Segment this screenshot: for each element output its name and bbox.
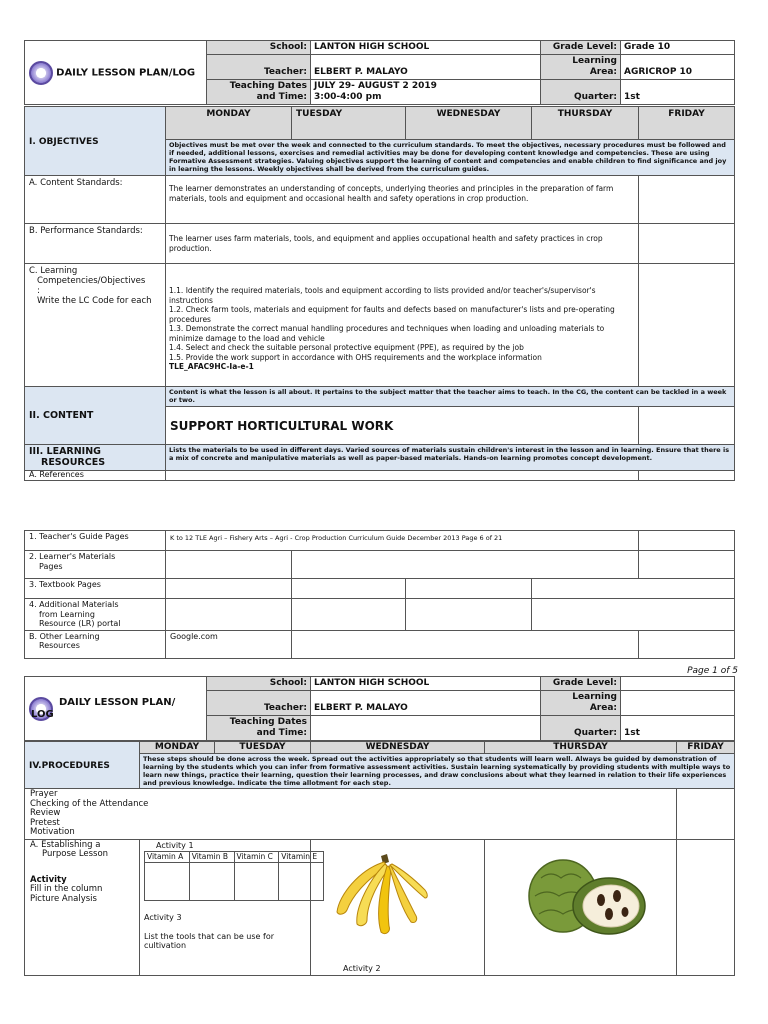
routine-item: Pretest <box>30 817 60 828</box>
content-standards-label: A. Content Standards: <box>25 176 166 224</box>
routine-item: Motivation <box>30 827 75 837</box>
lc-code: TLE_AFAC9HC-Ia-e-1 <box>169 362 254 371</box>
textbook-cell <box>292 579 406 599</box>
performance-standards-text: The learner uses farm materials, tools, and equipment and applies occupational health and safety practices in crop production. <box>166 224 639 264</box>
teachers-guide-label: 1. Teacher's Guide Pages <box>25 531 166 551</box>
teacher-label: Teacher: <box>207 691 311 716</box>
activity2-label: Activity 2 <box>343 963 381 973</box>
procedures-heading: IV.PROCEDURES <box>25 742 140 789</box>
routine-item: Review <box>30 808 61 818</box>
day-thursday: THURSDAY <box>532 107 639 140</box>
friday-cell <box>677 789 735 840</box>
friday-cell <box>639 551 735 579</box>
learners-materials-cell <box>166 551 292 579</box>
content-heading: II. CONTENT <box>25 387 166 445</box>
friday-cell <box>677 839 735 975</box>
learners-materials-label: 2. Learner's Materials Pages <box>25 551 166 579</box>
friday-cell <box>639 531 735 551</box>
page2-header-table <box>24 676 735 741</box>
content-note: Content is what the lesson is all about. It pertains to the subject matter that the teacher aims to teach. In the CG, the content can be tackled in a week or two. <box>166 387 735 407</box>
competency-item: 1.1. Identify the required materials, tools and equipment according to lists provided and/or teacher's/supervisor's instructions <box>169 286 596 305</box>
teacher-value: ELBERT P. MALAYO <box>311 55 541 80</box>
objectives-note: Objectives must be met over the week and connected to the curriculum standards. To meet the objectives, necessary procedures must be followed and if needed, additional lessons, exercises and remedial activities may be done for developing content knowledge and competencies. These are using Formative Assessment strategies. Valuing objectives support the learning of content and competencies and enable children to find significance and joy in learning the lessons. Weekly objectives shall be derived from the curriculum guides. <box>166 140 735 176</box>
day-wednesday: WEDNESDAY <box>406 107 532 140</box>
friday-cell <box>639 224 735 264</box>
day-friday: FRIDAY <box>639 107 735 140</box>
friday-cell <box>639 471 735 481</box>
page-number: Page 1 of 5 <box>687 666 738 676</box>
teaching-dates-label: Teaching Dates and Time: <box>207 80 311 105</box>
routine-item: Prayer <box>30 789 58 799</box>
routine-cell <box>25 789 677 840</box>
references-label: A. References <box>25 471 166 481</box>
banana-bunch-image <box>329 850 429 942</box>
textbook-cell <box>532 579 735 599</box>
competency-item: 1.3. Demonstrate the correct manual handling procedures and techniques when loading and unloading materials to minimize damage to the load and vehicle <box>169 324 605 343</box>
learning-area-value <box>621 691 735 716</box>
activity-cell <box>140 839 318 975</box>
references-cell <box>166 471 639 481</box>
day-tuesday: TUESDAY <box>292 107 406 140</box>
other-resources-label: B. Other Learning Resources <box>25 630 166 658</box>
teaching-dates-value: JULY 29- AUGUST 2 2019 3:00-4:00 pm <box>311 80 541 105</box>
learning-competencies-text <box>166 264 639 387</box>
additional-cell <box>166 599 292 631</box>
competency-item: 1.5. Provide the work support in accordance with OHS requirements and the workplace information <box>169 352 542 362</box>
activity3-label: Activity 3 <box>144 913 182 922</box>
learning-area-label: Learning Area: <box>541 55 621 80</box>
quarter-value: 1st <box>621 80 735 105</box>
form-title: DAILY LESSON PLAN/LOG <box>56 67 196 78</box>
day-tuesday: TUESDAY <box>215 742 311 754</box>
textbook-cell <box>166 579 292 599</box>
grade-level-label: Grade Level: <box>541 677 621 691</box>
custard-apple-image <box>521 850 651 940</box>
banana-image-cell <box>311 839 485 975</box>
activity1-label: Activity 1 <box>156 840 194 850</box>
content-topic: SUPPORT HORTICULTURAL WORK <box>166 407 639 445</box>
competency-item: 1.4. Select and check the suitable personal protective equipment (PPE), as required by the job <box>169 343 524 352</box>
grade-level-value <box>621 677 735 691</box>
grade-level-value: Grade 10 <box>621 41 735 55</box>
additional-materials-label: 4. Additional Materials from Learning Resource (LR) portal <box>25 599 166 631</box>
friday-cell <box>639 264 735 387</box>
logo-cell <box>25 41 207 105</box>
content-standards-text: The learner demonstrates an understanding of concepts, underlying theories and principles in the preparation of farm materials, tools and equipment and occasional health and safety operations in crop production. <box>166 176 639 224</box>
performance-standards-label: B. Performance Standards: <box>25 224 166 264</box>
vitamin-cell <box>234 863 279 901</box>
teacher-value: ELBERT P. MALAYO <box>311 691 541 716</box>
teachers-guide-value: K to 12 TLE Agri – Fishery Arts – Agri - Crop Production Curriculum Guide December 2013 Page 6 of 21 <box>166 531 639 551</box>
school-value: LANTON HIGH SCHOOL <box>311 41 541 55</box>
logo-cell <box>25 677 207 741</box>
teaching-dates-value <box>311 716 541 741</box>
other-resources-value: Google.com <box>166 630 292 658</box>
textbook-label: 3. Textbook Pages <box>25 579 166 599</box>
textbook-cell <box>406 579 532 599</box>
friday-cell <box>639 630 735 658</box>
vitamin-cell <box>145 863 190 901</box>
vitamin-e-header: Vitamin E <box>279 851 324 863</box>
day-thursday: THURSDAY <box>485 742 677 754</box>
school-label: School: <box>207 41 311 55</box>
quarter-label: Quarter: <box>541 80 621 105</box>
objectives-heading: I. OBJECTIVES <box>25 107 166 176</box>
form-title: DAILY LESSON PLAN/ LOG <box>31 696 176 720</box>
quarter-value: 1st <box>621 716 735 741</box>
friday-cell <box>639 176 735 224</box>
friday-cell <box>639 407 735 445</box>
resources-table <box>24 530 735 659</box>
teacher-label: Teacher: <box>207 55 311 80</box>
deped-seal-icon <box>29 61 53 85</box>
learning-resources-heading: III. LEARNING RESOURCES <box>25 445 166 471</box>
day-wednesday: WEDNESDAY <box>311 742 485 754</box>
school-label: School: <box>207 677 311 691</box>
day-monday: MONDAY <box>140 742 215 754</box>
vitamin-b-header: Vitamin B <box>189 851 234 863</box>
competency-item: 1.2. Check farm tools, materials and equipment for faults and defects based on manufacturer's lists and pre-operating procedures <box>169 305 615 324</box>
purpose-label: A. Establishing a Purpose Lesson Activity Fill in the column Picture Analysis <box>25 839 140 975</box>
quarter-label: Quarter: <box>541 716 621 741</box>
procedures-table <box>24 741 735 976</box>
learning-resources-note: Lists the materials to be used in different days. Varied sources of materials sustain children's interest in the lesson and in learning. Ensure that there is a mix of concrete and manipulative materials as well as paper-based materials. Hands-on learning promotes concept development. <box>166 445 735 471</box>
day-monday: MONDAY <box>166 107 292 140</box>
vitamin-table <box>144 851 324 902</box>
learners-materials-cell <box>292 551 639 579</box>
fruit-image-cell <box>485 839 677 975</box>
additional-cell <box>292 599 406 631</box>
page1-header-table <box>24 40 735 105</box>
grade-level-label: Grade Level: <box>541 41 621 55</box>
learning-competencies-label: C. Learning Competencies/Objectives : Write the LC Code for each <box>25 264 166 387</box>
additional-cell <box>406 599 532 631</box>
vitamin-c-header: Vitamin C <box>234 851 279 863</box>
vitamin-cell <box>189 863 234 901</box>
other-resources-cell <box>292 630 639 658</box>
activity3-text: List the tools that can be use for cultivation <box>144 932 275 950</box>
teaching-dates-label: Teaching Dates and Time: <box>207 716 311 741</box>
learning-area-value: AGRICROP 10 <box>621 55 735 80</box>
school-value: LANTON HIGH SCHOOL <box>311 677 541 691</box>
routine-item: Checking of the Attendance <box>30 798 149 809</box>
additional-cell <box>532 599 735 631</box>
learning-area-label: Learning Area: <box>541 691 621 716</box>
procedures-note: These steps should be done across the week. Spread out the activities appropriately so that students will learn well. Always be guided by demonstration of learning by the students which you can infer from formative assessment activities. Sustain learning systematically by providing students with multiple ways to learn new things, practice their learning, question their learning processes, and draw conclusions about what they learned in relation to their life experiences and previous knowledge. Indicate the time allotment for each step. <box>140 754 735 789</box>
day-friday: FRIDAY <box>677 742 735 754</box>
vitamin-a-header: Vitamin A <box>145 851 190 863</box>
objectives-table <box>24 106 735 481</box>
